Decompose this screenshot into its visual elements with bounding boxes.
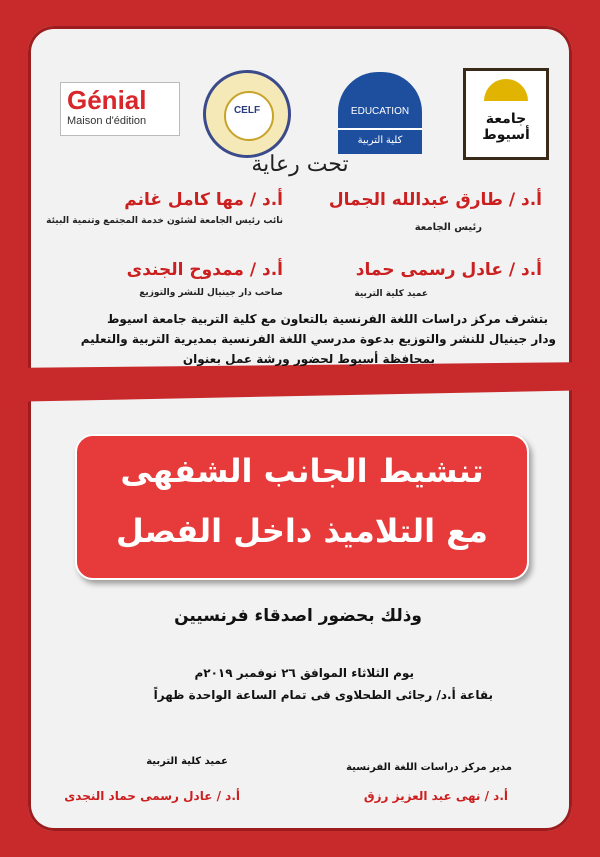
signature-1-role: مدير مركز دراسات اللغة الفرنسية <box>346 762 512 773</box>
official-3-title: عميد كلية التربية <box>354 289 428 299</box>
workshop-title-banner <box>75 434 529 580</box>
signature-2-role: عميد كلية التربية <box>146 756 228 767</box>
signature-2-name: أ.د / عادل رسمى حماد النجدى <box>64 789 240 803</box>
official-4-title: صاحب دار جينيال للنشر والتوزيع <box>139 288 283 298</box>
celf-logo-label: CELF <box>233 105 261 116</box>
official-1-name: أ.د / طارق عبدالله الجمال <box>328 190 542 210</box>
date-line: يوم الثلاثاء الموافق ٢٦ نوفمبر ٢٠١٩م <box>194 666 414 680</box>
genial-logo-name: Génial <box>67 85 147 115</box>
celf-logo <box>203 70 291 158</box>
venue-line: بقاعة أ.د/ رجائى الطحلاوى فى تمام الساعة الواحدة ظهراً <box>153 688 493 702</box>
intro-line-2: ودار جينيال للنشر والتوزيع بدعوة مدرسي اللغة الفرنسية بمديرية التربية والتعليم <box>80 332 556 346</box>
official-4-name: أ.د / ممدوح الجندى <box>126 260 283 280</box>
intro-line-3: بمحافظة أسيوط لحضور ورشة عمل بعنوان <box>182 352 435 366</box>
education-logo-arabic: كلية التربية <box>338 128 422 154</box>
education-logo-label: EDUCATION <box>350 106 410 117</box>
asyut-university-logo <box>463 68 549 160</box>
patronage-heading: تحت رعاية <box>251 152 349 177</box>
genial-logo-tagline: Maison d'édition <box>67 115 147 127</box>
workshop-title-line-1: تنشيط الجانب الشفهى <box>120 452 484 490</box>
official-3-name: أ.د / عادل رسمى حماد <box>355 260 542 280</box>
official-2-name: أ.د / مها كامل غانم <box>124 190 283 210</box>
workshop-title-line-2: مع التلاميذ داخل الفصل <box>116 512 488 550</box>
official-1-title: رئيس الجامعة <box>414 222 482 233</box>
attendance-note: وذلك بحضور اصدقاء فرنسيين <box>174 606 422 626</box>
signature-1-name: أ.د / نهى عبد العزيز رزق <box>363 789 508 803</box>
official-2-title: نائب رئيس الجامعة لشئون خدمة المجتمع وتنمية البيئة <box>46 216 283 226</box>
asyut-logo-label: جامعة أسيوط <box>482 111 530 143</box>
education-faculty-logo <box>338 72 422 152</box>
logo-row <box>55 62 545 152</box>
intro-line-1: بتشرف مركز دراسات اللغة الفرنسية بالتعاون مع كلية التربية جامعة اسيوط <box>106 312 548 326</box>
genial-logo <box>60 82 180 136</box>
